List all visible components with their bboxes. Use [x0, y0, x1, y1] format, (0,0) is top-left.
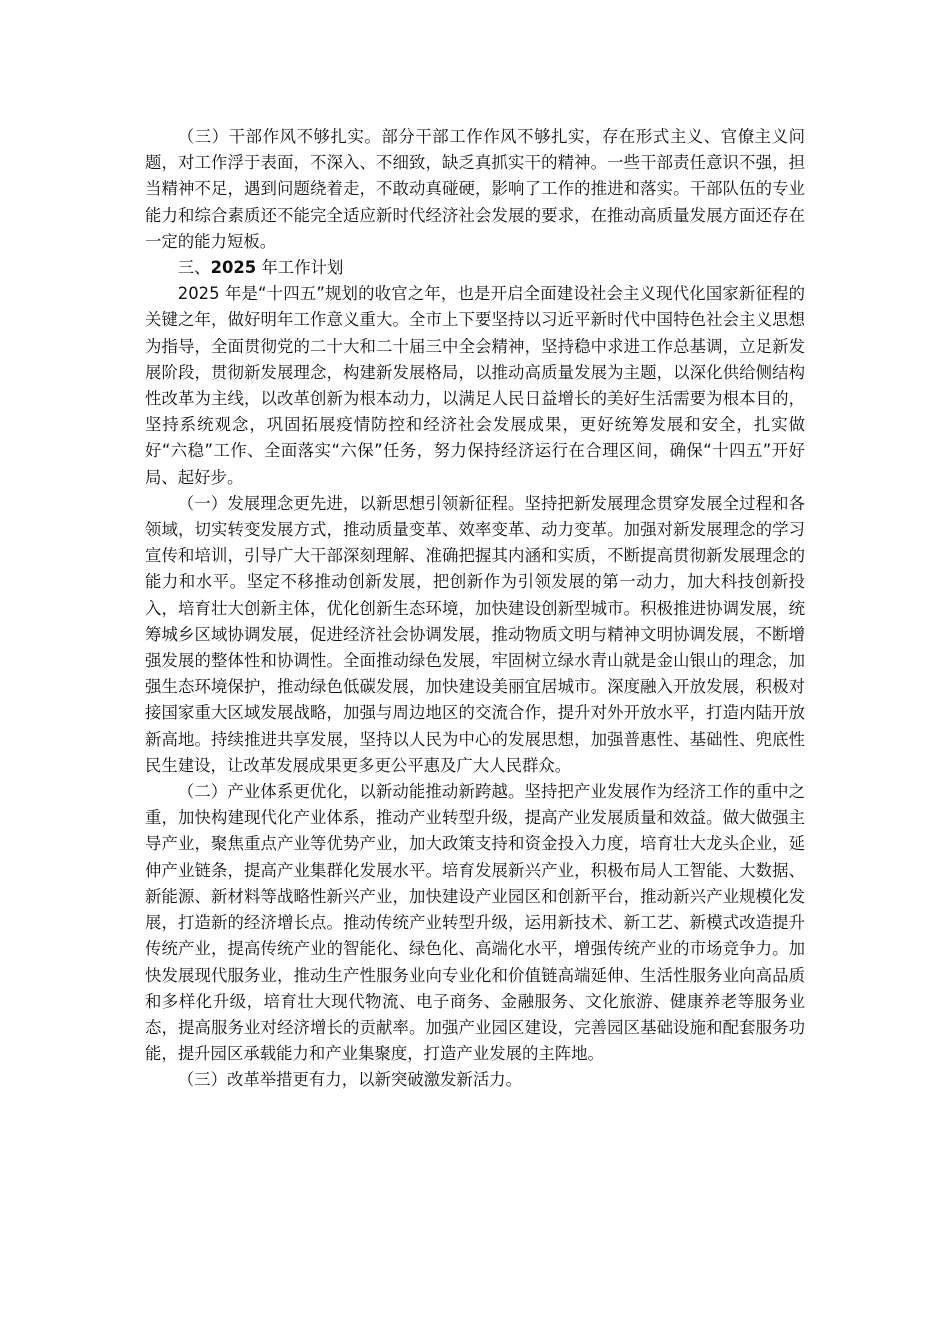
heading-year: 2025	[210, 258, 257, 278]
section-heading-2025-plan	[145, 255, 805, 281]
paragraph-cadre-style: （三）干部作风不够扎实。部分干部工作作风不够扎实，存在形式主义、官僚主义问题，对工作浮于表面，不深入、不细致，缺乏真抓实干的精神。一些干部责任意识不强，担当精神不足，遇到问题绕着走，不敢动真碰硬，影响了工作的推进和落实。干部队伍的专业能力和综合素质还不能完全适应新时代经济社会发展的要求，在推动高质量发展方面还存在一定的能力短板。	[145, 127, 805, 251]
paragraph-industry-system: （二）产业体系更优化，以新动能推动新跨越。坚持把产业发展作为经济工作的重中之重，加快构建现代化产业体系，推动产业转型升级，提高产业发展质量和效益。做大做强主导产业，聚焦重点产业等优势产业，加大政策支持和资金投入力度，培育壮大龙头企业，延伸产业链条，提高产业集群化发展水平。培育发展新兴产业，积极布局人工智能、大数据、新能源、新材料等战略性新兴产业，加快建设产业园区和创新平台，推动新兴产业规模化发展，打造新的经济增长点。推动传统产业转型升级，运用新技术、新工艺、新模式改造提升传统产业，提高传统产业的智能化、绿色化、高端化水平，增强传统产业的市场竞争力。加快发展现代服务业，推动生产性服务业向专业化和价值链高端延伸、生活性服务业向高品质和多样化升级，培育壮大现代物流、电子商务、金融服务、文化旅游、健康养老等服务业态，提高服务业对经济增长的贡献率。加强产业园区建设，完善园区基础设施和配套服务功能，提升园区承载能力和产业集聚度，打造产业发展的主阵地。	[145, 782, 805, 1064]
heading-prefix: 三、	[177, 258, 211, 278]
paragraph-reform-measures: （三）改革举措更有力，以新突破激发新活力。	[177, 1070, 522, 1090]
document-page	[145, 124, 805, 1094]
paragraph-development-concept: （一）发展理念更先进，以新思想引领新征程。坚持把新发展理念贯穿发展全过程和各领域，切实转变发展方式，推动质量变革、效率变革、动力变革。加强对新发展理念的学习宣传和培训，引导广大干部深刻理解、准确把握其内涵和实质，不断提高贯彻新发展理念的能力和水平。坚定不移推动创新发展，把创新作为引领发展的第一动力，加大科技创新投入，培育壮大创新主体，优化创新生态环境，加快建设创新型城市。积极推进协调发展，统筹城乡区域协调发展，促进经济社会协调发展，推动物质文明与精神文明协调发展，不断增强发展的整体性和协调性。全面推动绿色发展，牢固树立绿水青山就是金山银山的理念，加强生态环境保护，推动绿色低碳发展，加快建设美丽宜居城市。深度融入开放发展，积极对接国家重大区域发展战略，加强与周边地区的交流合作，提升对外开放水平，打造内陆开放新高地。持续推进共享发展，坚持以人民为中心的发展思想，加强普惠性、基础性、兜底性民生建设，让改革发展成果更多更公平惠及广大人民群众。	[145, 493, 805, 775]
paragraph-plan-intro: 2025 年是“十四五”规划的收官之年，也是开启全面建设社会主义现代化国家新征程的关键之年，做好明年工作意义重大。全市上下要坚持以习近平新时代中国特色社会主义思想为指导，全面贯彻党的二十大和二十届三中全会精神，坚持稳中求进工作总基调，立足新发展阶段，贯彻新发展理念，构建新发展格局，以推动高质量发展为主题，以深化供给侧结构性改革为主线，以改革创新为根本动力，以满足人民日益增长的美好生活需要为根本目的，坚持系统观念，巩固拓展疫情防控和经济社会发展成果，更好统筹发展和安全，扎实做好“六稳”工作、全面落实“六保”任务，努力保持经济运行在合理区间，确保“十四五”开好局、起好步。	[145, 284, 805, 487]
heading-suffix: 年工作计划	[256, 258, 344, 278]
